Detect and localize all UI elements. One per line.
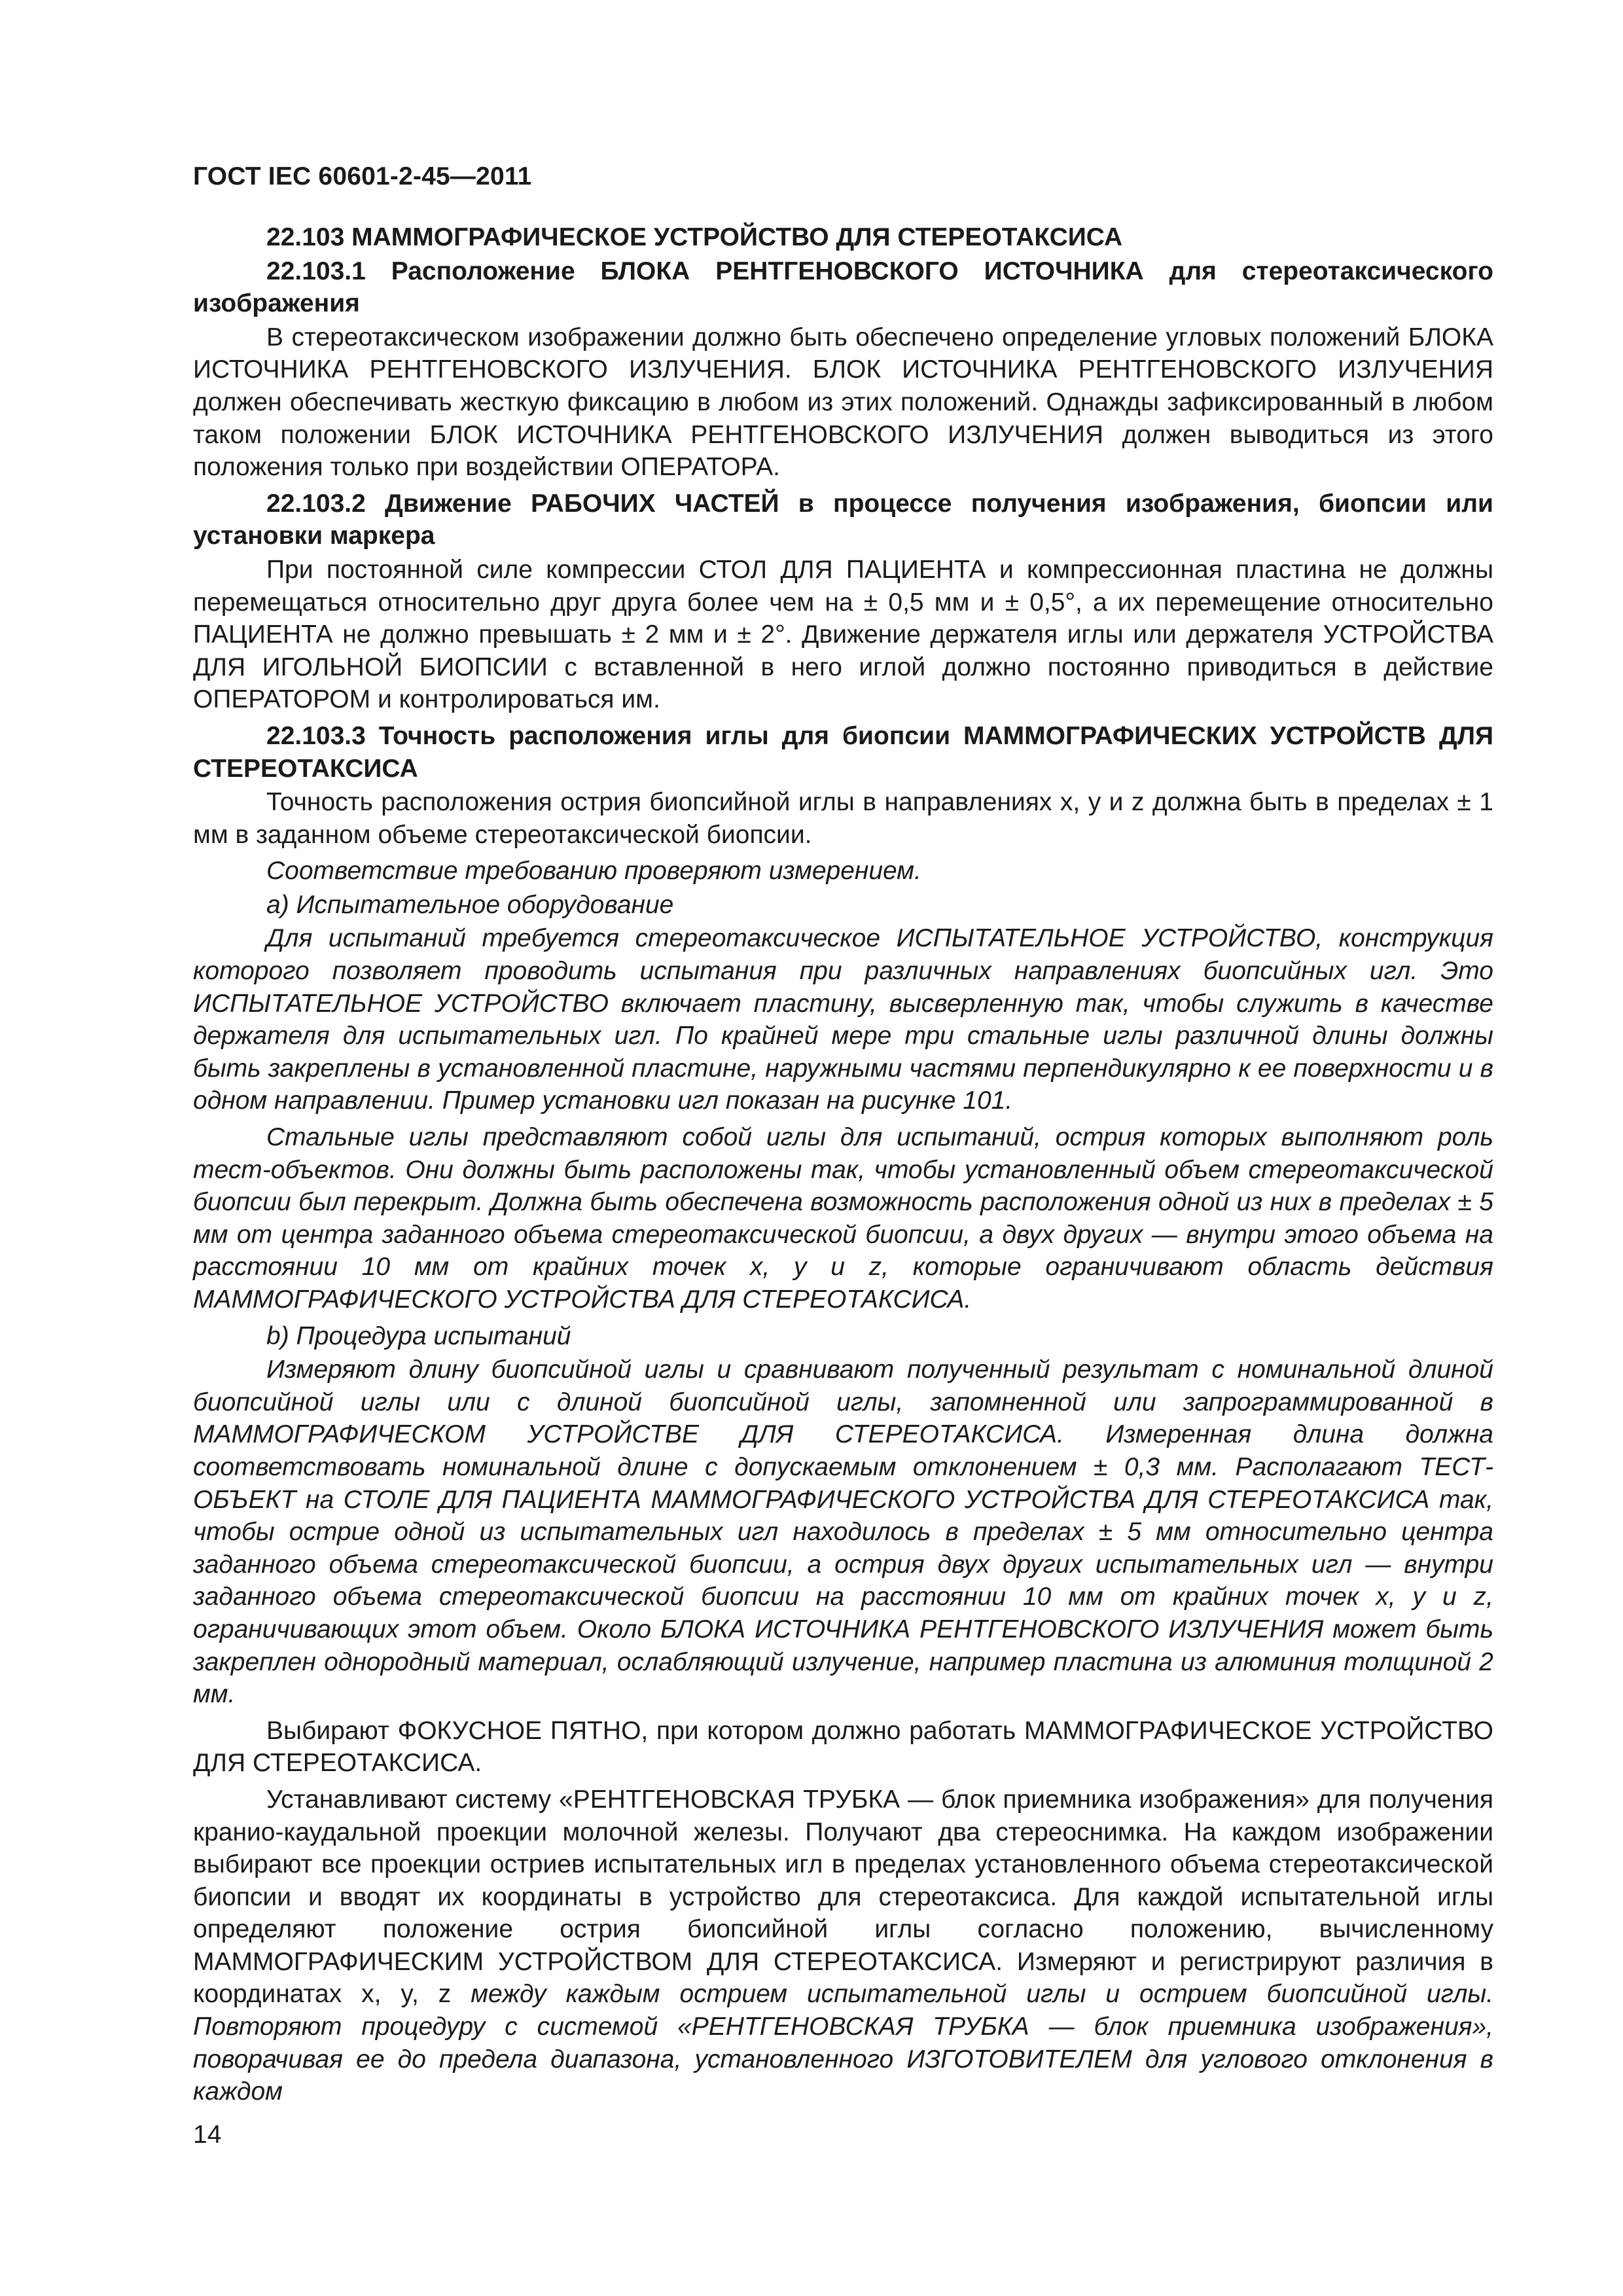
list-item-b: b) Процедура испытаний <box>266 1321 571 1350</box>
section-heading: 22.103 МАММОГРАФИЧЕСКОЕ УСТРОЙСТВО ДЛЯ СТЕРЕОТАКСИСА <box>266 223 1123 251</box>
subsection-heading-3: 22.103.3 Точность расположения иглы для биопсии МАММОГРАФИЧЕСКИХ УСТРОЙСТВ ДЛЯ СТЕРЕОТАКСИСА <box>193 721 1493 783</box>
list-item-a: a) Испытательное оборудование <box>266 890 674 919</box>
paragraph-b-1: Измеряют длину биопсийной иглы и сравнивают полученный результат с номинальной длиной биопсийной иглы или с длиной биопсийной иглы, запомненной или запрограммированной в МАММОГРАФИЧЕСКОМ УСТРОЙСТВЕ ДЛЯ СТЕРЕОТАКСИСА. Измеренная длина должна соответствовать номинальной длине с допускаемым отклонением ± 0,3 мм. Располагают ТЕСТ-ОБЪЕКТ на СТОЛЕ ДЛЯ ПАЦИЕНТА МАММОГРАФИЧЕСКОГО УСТРОЙСТВА ДЛЯ СТЕРЕОТАКСИСА так, чтобы острие одной из испытательных игл находилось в пределах ± 5 мм относительно центра заданного объема стереотаксической биопсии, а острия двух других испытательных игл — внутри заданного объема стереотаксической биопсии на расстоянии 10 мм от крайних точек x, y и z, ограничивающих этот объем. Около БЛОКА ИСТОЧНИКА РЕНТГЕНОВСКОГО ИЗЛУЧЕНИЯ может быть закреплен однородный материал, ослабляющий излучение, например пластина из алюминия толщиной 2 мм. <box>193 1355 1493 1709</box>
paragraph-b-3 <box>193 1784 1493 2108</box>
paragraph-a-1: Для испытаний требуется стереотаксическое ИСПЫТАТЕЛЬНОЕ УСТРОЙСТВО, конструкция которого позволяет проводить испытания при различных направлениях биопсийных игл. Это ИСПЫТАТЕЛЬНОЕ УСТРОЙСТВО включает пластину, высверленную так, чтобы служить в качестве держателя для испытательных игл. По крайней мере три стальные иглы различной длины должны быть закреплены в установленной пластине, наружными частями перпендикулярно к ее поверхности и в одном направлении. Пример установки игл показан на рисунке 101. <box>193 924 1493 1115</box>
document-body <box>193 221 1493 2108</box>
page-number: 14 <box>193 2121 222 2149</box>
compliance-statement: Соответствие требованию проверяют измерением. <box>266 857 921 886</box>
paragraph-b-3-regular: Устанавливают систему «РЕНТГЕНОВСКАЯ ТРУБКА — блок приемника изображения» для получения кранио-каудальной проекции молочной железы. Получают два стереоснимка. На каждом изображении выбирают все проекции остриев испытательных игл в пределах установленного объема стереотаксической биопсии и вводят их координаты в устройство для стереотаксиса. Для каждой испытательной иглы определяют положение острия биопсийной иглы согласно положению, вычисленному МАММОГРАФИЧЕСКИМ УСТРОЙСТВОМ ДЛЯ СТЕРЕОТАКСИСА. Измеряют и регистрируют различия в координатах x, y, z <box>193 1785 1493 2009</box>
subsection-heading-2: 22.103.2 Движение РАБОЧИХ ЧАСТЕЙ в процессе получения изображения, биопсии или установки маркера <box>193 489 1493 550</box>
paragraph-1: В стереотаксическом изображении должно быть обеспечено определение угловых положений БЛОКА ИСТОЧНИКА РЕНТГЕНОВСКОГО ИЗЛУЧЕНИЯ. БЛОК ИСТОЧНИКА РЕНТГЕНОВСКОГО ИЗЛУЧЕНИЯ должен обеспечивать жесткую фиксацию в любом из этих положений. Однажды зафиксированный в любом таком положении БЛОК ИСТОЧНИКА РЕНТГЕНОВСКОГО ИЗЛУЧЕНИЯ должен выводиться из этого положения только при воздействии ОПЕРАТОРА. <box>193 323 1493 482</box>
paragraph-b-2: Выбирают ФОКУСНОЕ ПЯТНО, при котором должно работать МАММОГРАФИЧЕСКОЕ УСТРОЙСТВО ДЛЯ СТЕРЕОТАКСИСА. <box>193 1716 1493 1778</box>
document-header: ГОСТ IEC 60601-2-45—2011 <box>193 162 532 190</box>
subsection-heading-1: 22.103.1 Расположение БЛОКА РЕНТГЕНОВСКОГО ИСТОЧНИКА для стереотаксического изображения <box>193 257 1493 318</box>
paragraph-2: При постоянной силе компрессии СТОЛ ДЛЯ ПАЦИЕНТА и компрессионная пластина не должны перемещаться относительно друг друга более чем на ± 0,5 мм и ± 0,5°, а их перемещение относительно ПАЦИЕНТА не должно превышать ± 2 мм и ± 2°. Движение держателя иглы или держателя УСТРОЙСТВА ДЛЯ ИГОЛЬНОЙ БИОПСИИ с вставленной в него иглой должно постоянно приводиться в действие ОПЕРАТОРОМ и контролироваться им. <box>193 555 1493 714</box>
paragraph-3: Точность расположения острия биопсийной иглы в направлениях x, y и z должна быть в пределах ± 1 мм в заданном объеме стереотаксической биопсии. <box>193 788 1493 849</box>
paragraph-a-2: Стальные иглы представляют собой иглы для испытаний, острия которых выполняют роль тест-объектов. Они должны быть расположены так, чтобы установленный объем стереотаксической биопсии был перекрыт. Должна быть обеспечена возможность расположения одной из них в пределах ± 5 мм от центра заданного объема стереотаксической биопсии, а двух других — внутри этого объема на расстоянии 10 мм от крайних точек x, y и z, которые ограничивают область действия МАММОГРАФИЧЕСКОГО УСТРОЙСТВА ДЛЯ СТЕРЕОТАКСИСА. <box>193 1123 1493 1314</box>
paragraph-b-3-italic: между каждым острием испытательной иглы и острием биопсийной иглы. Повторяют процедуру с системой «РЕНТГЕНОВСКАЯ ТРУБКА — блок приемника изображения», поворачивая ее до предела диапазона, установленного ИЗГОТОВИТЕЛЕМ для углового отклонения в каждом <box>193 1980 1493 2106</box>
